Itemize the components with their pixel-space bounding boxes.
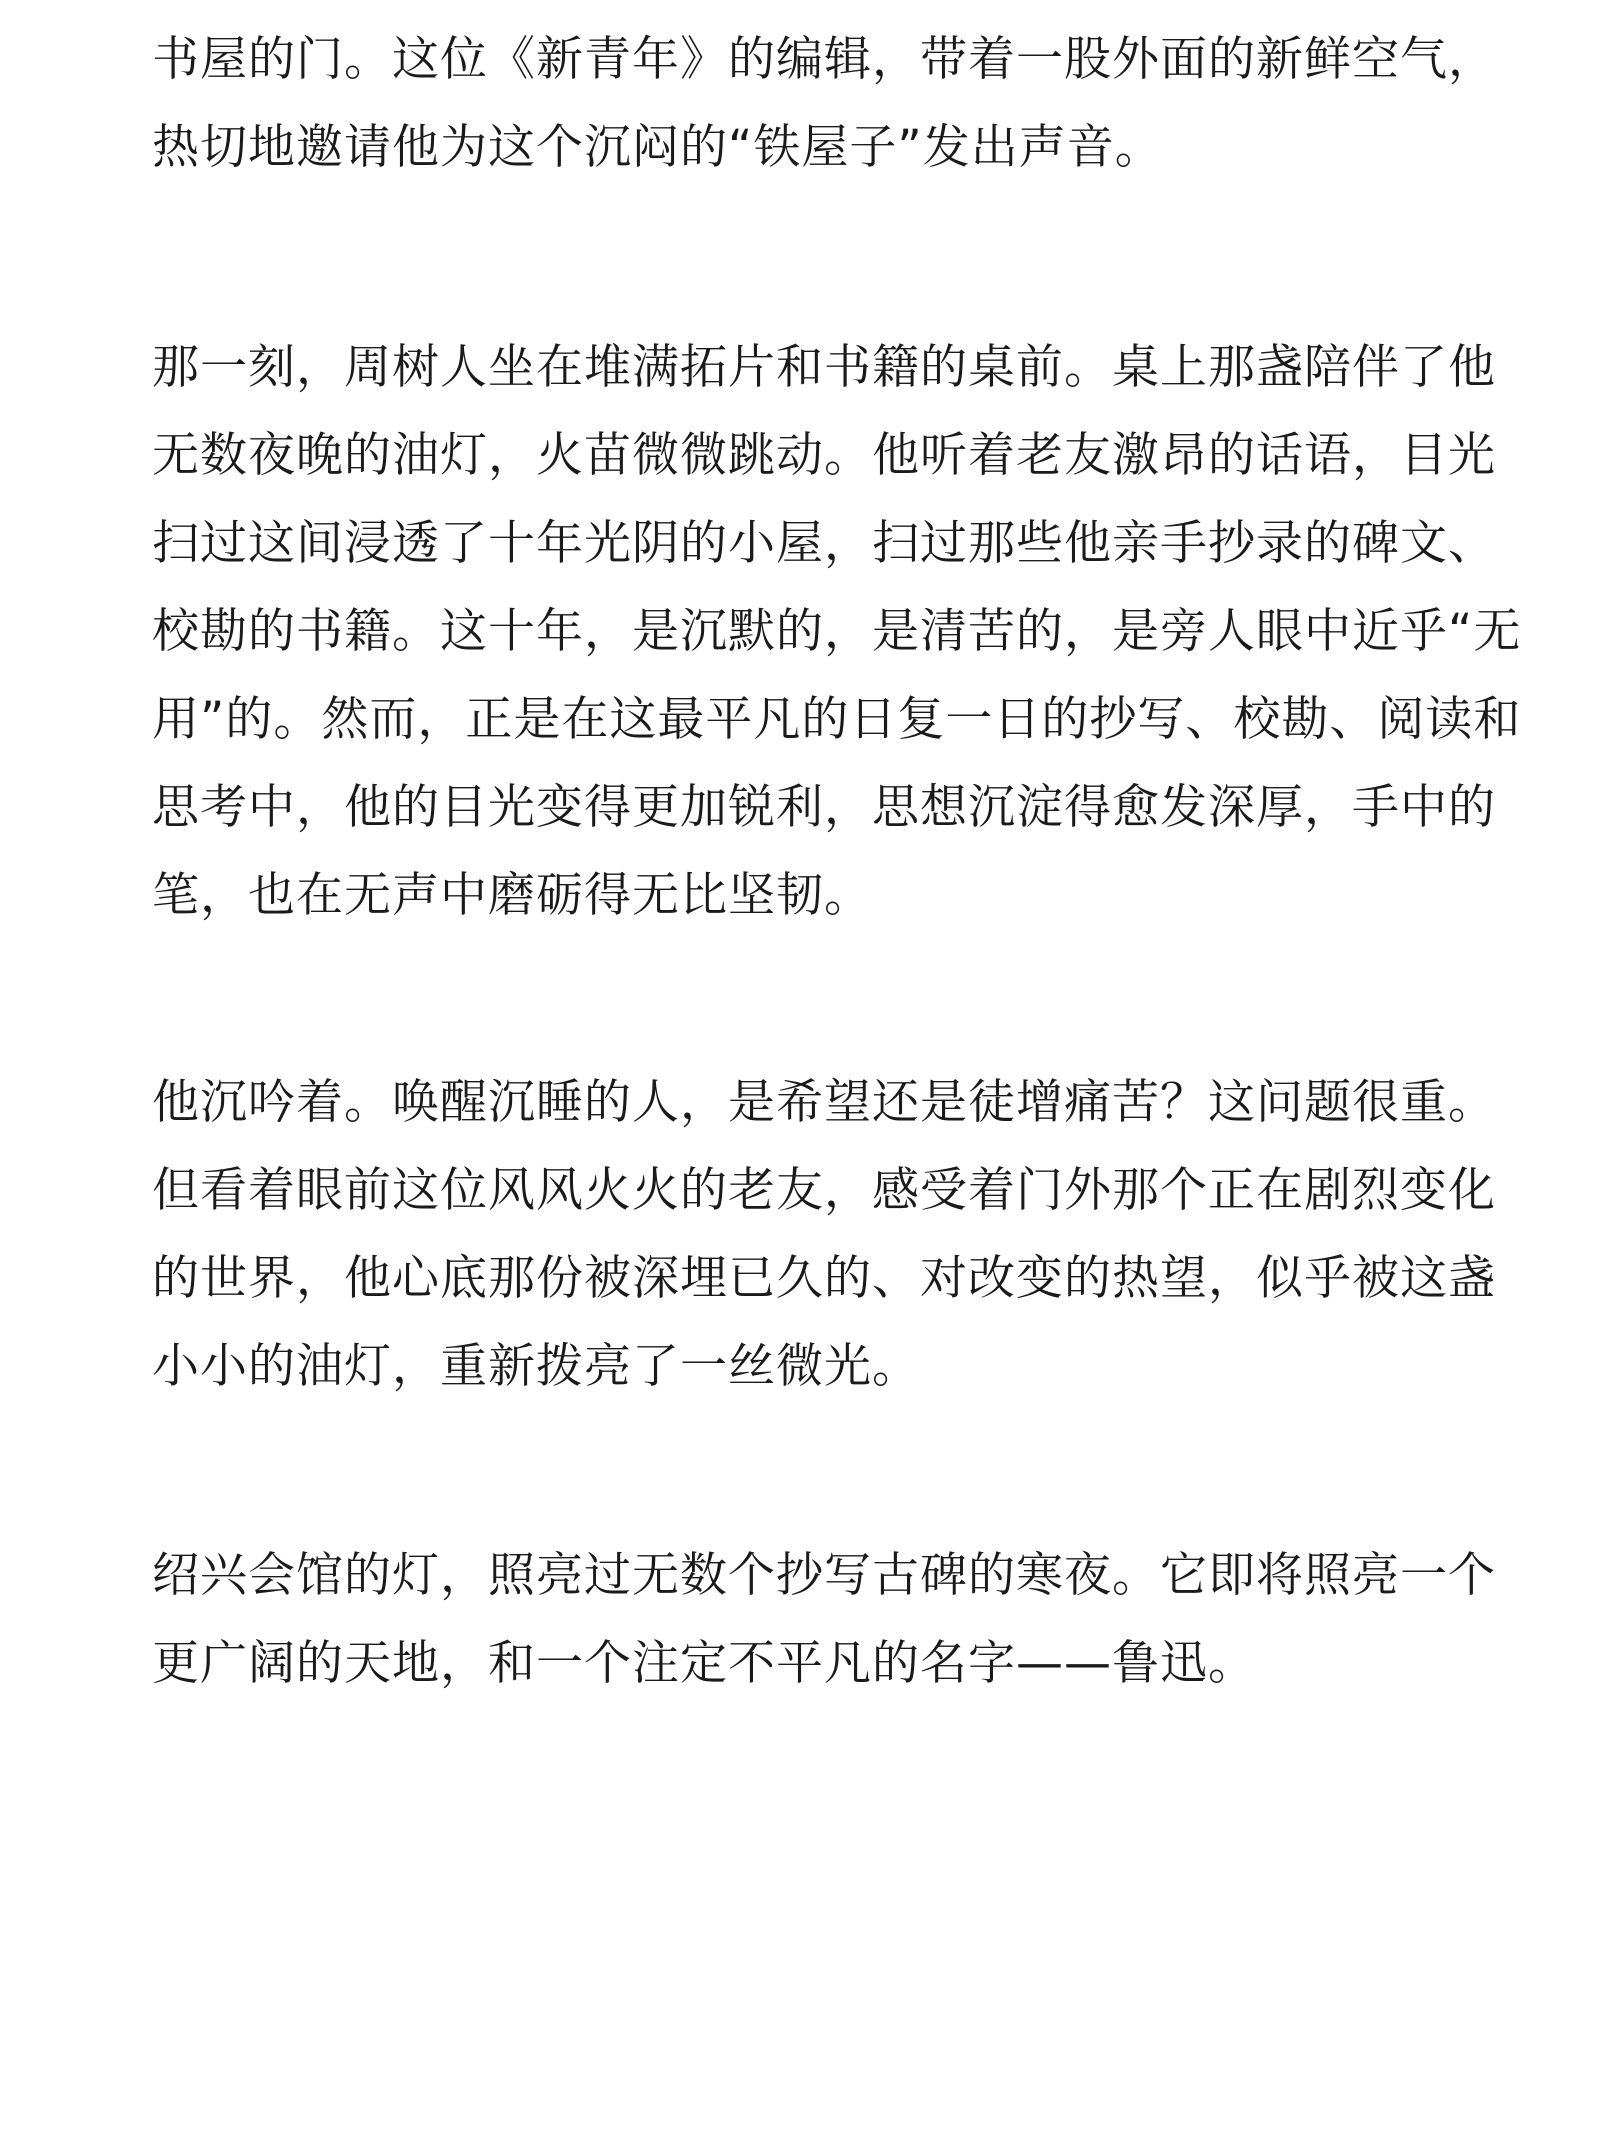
- paragraph-4: [152, 1532, 1496, 1708]
- paragraph-1: [152, 16, 1496, 192]
- text-line: 扫过这间浸透了十年光阴的小屋，扫过那些他亲手抄录的碑文、: [152, 516, 1496, 571]
- text-line: 校勘的书籍。这十年，是沉默的，是清苦的，是旁人眼中近乎“无: [152, 604, 1522, 659]
- text-line: 无数夜晚的油灯，火苗微微跳动。他听着老友激昂的话语，目光: [152, 428, 1496, 483]
- paragraph-2: [152, 324, 1521, 940]
- text-line: 笔，也在无声中磨砺得无比坚韧。: [152, 868, 872, 923]
- text-line: 书屋的门。这位《新青年》的编辑，带着一股外面的新鲜空气，: [152, 32, 1496, 87]
- text-line: 思考中，他的目光变得更加锐利，思想沉淀得愈发深厚，手中的: [152, 780, 1496, 835]
- text-line: 的世界，他心底那份被深埋已久的、对改变的热望，似乎被这盏: [152, 1251, 1496, 1306]
- text-line: 那一刻，周树人坐在堆满拓片和书籍的桌前。桌上那盏陪伴了他: [152, 340, 1496, 395]
- text-line: 小小的油灯，重新拨亮了一丝微光。: [152, 1339, 920, 1394]
- paragraph-3: [152, 1059, 1496, 1411]
- text-line: 他沉吟着。唤醒沉睡的人，是希望还是徒增痛苦？这问题很重。: [152, 1075, 1496, 1130]
- text-line: 但看着眼前这位风风火火的老友，感受着门外那个正在剧烈变化: [152, 1163, 1496, 1218]
- text-line: 更广阔的天地，和一个注定不平凡的名字——鲁迅。: [152, 1636, 1256, 1691]
- text-line: 热切地邀请他为这个沉闷的“铁屋子”发出声音。: [152, 120, 1163, 175]
- text-line: 用”的。然而，正是在这最平凡的日复一日的抄写、校勘、阅读和: [152, 692, 1522, 747]
- text-line: 绍兴会馆的灯，照亮过无数个抄写古碑的寒夜。它即将照亮一个: [152, 1548, 1496, 1603]
